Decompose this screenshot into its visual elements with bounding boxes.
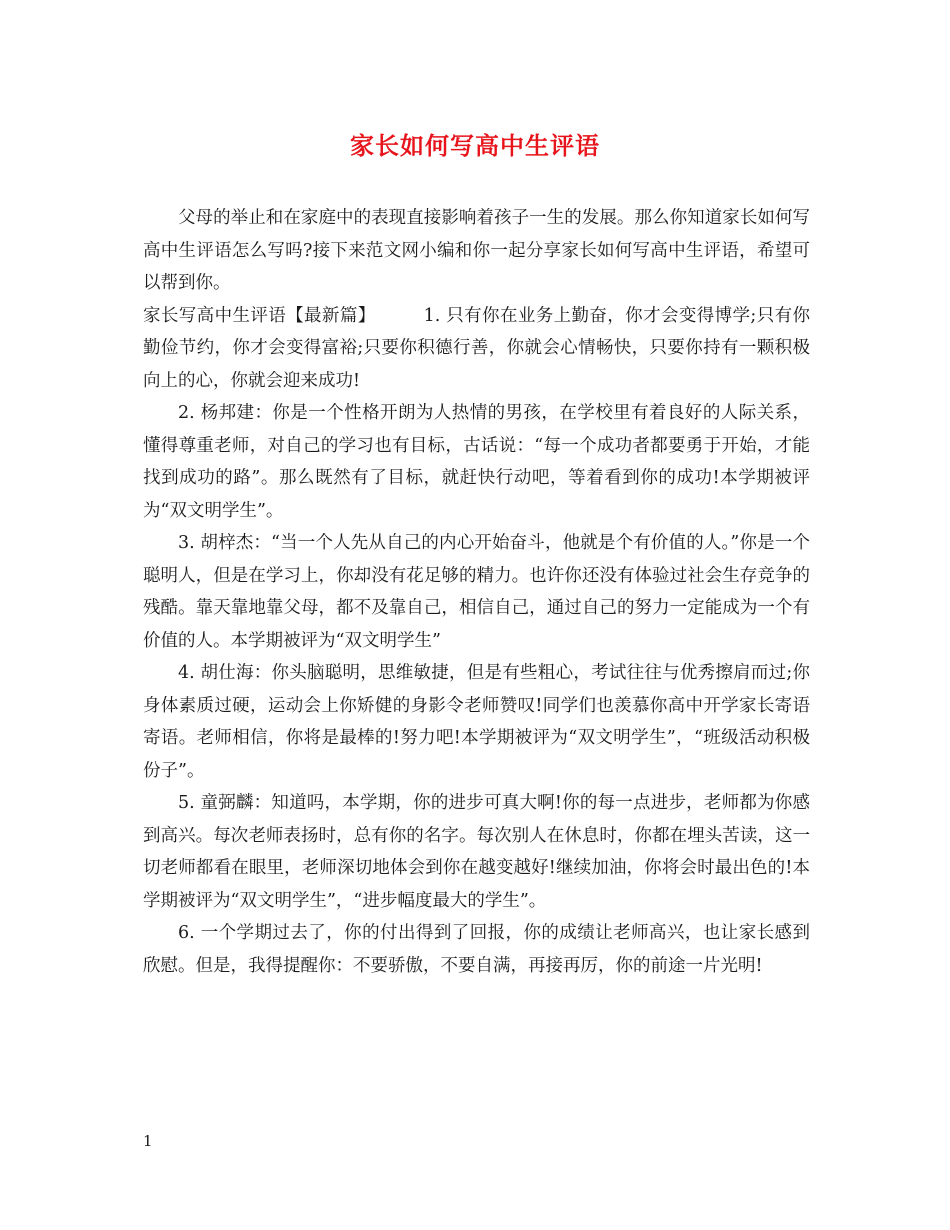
item-paragraph-2: 2. 杨邦建：你是一个性格开朗为人热情的男孩，在学校里有着良好的人际关系，懂得尊重老师，对自己的学习也有目标，古话说：“每一个成功者都要勇于开始，才能找到成功的路”。那么既然有了目标，就赶快行动吧，等着看到你的成功!本学期被评为“双文明学生”。 bbox=[143, 403, 810, 521]
item-text-1: 1. 只有你在业务上勤奋，你才会变得博学;只有你勤俭节约，你才会变得富裕;只要你积德行善，你就会心情畅快，只要你持有一颗积极向上的心，你就会迎来成功! bbox=[143, 305, 811, 391]
item-paragraph-4: 4. 胡仕海：你头脑聪明，思维敏捷，但是有些粗心，考试往往与优秀擦肩而过;你身体素质过硬，运动会上你矫健的身影令老师赞叹!同学们也羡慕你高中开学家长寄语寄语。老师相信，你将是最棒的!努力吧!本学期被评为“双文明学生”，“班级活动积极份子”。 bbox=[143, 663, 810, 781]
item-paragraph-1 bbox=[143, 300, 810, 398]
item-paragraph-5: 5. 童弼麟：知道吗，本学期，你的进步可真大啊!你的每一点进步，老师都为你感到高兴。每次老师表扬时，总有你的名字。每次别人在休息时，你都在埋头苦读，这一切老师都看在眼里，老师深切地体会到你在越变越好!继续加油，你将会时最出色的!本学期被评为“双文明学生”，“进步幅度最大的学生”。 bbox=[143, 793, 810, 911]
intro-paragraph: 父母的举止和在家庭中的表现直接影响着孩子一生的发展。那么你知道家长如何写高中生评语怎么写吗?接下来范文网小编和你一起分享家长如何写高中生评语，希望可以帮到你。 bbox=[143, 208, 810, 293]
item-paragraph-3: 3. 胡梓杰：“当一个人先从自己的内心开始奋斗，他就是个有价值的人。”你是一个聪明人，但是在学习上，你却没有花足够的精力。也许你还没有体验过社会生存竞争的残酷。靠天靠地靠父母，都不及靠自己，相信自己，通过自己的努力一定能成为一个有价值的人。本学期被评为“双文明学生” bbox=[143, 533, 810, 651]
document-title: 家长如何写高中生评语 bbox=[350, 131, 600, 160]
item-paragraph-6: 6. 一个学期过去了，你的付出得到了回报，你的成绩让老师高兴，也让家长感到欣慰。但是，我得提醒你：不要骄傲，不要自满，再接再厉，你的前途一片光明! bbox=[143, 923, 810, 976]
document-body bbox=[143, 202, 810, 982]
section-heading: 家长写高中生评语【最新篇】 bbox=[143, 305, 376, 326]
page-number: 1 bbox=[143, 1132, 153, 1150]
